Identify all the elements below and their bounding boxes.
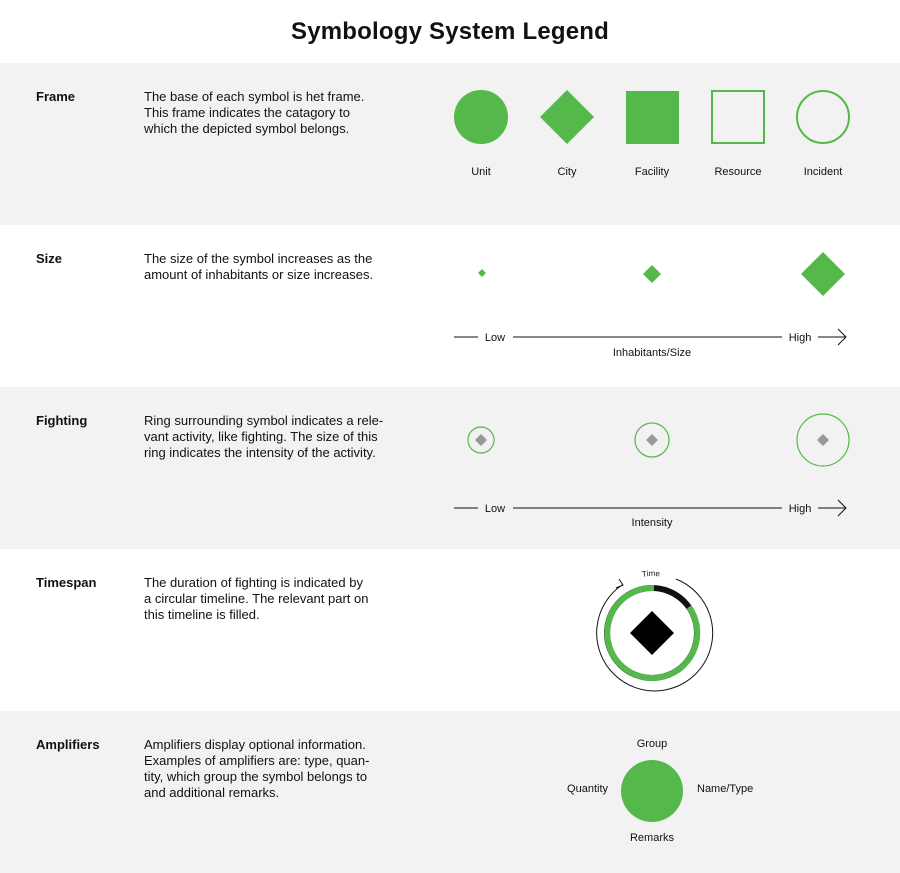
- fighting-row: [0, 387, 900, 549]
- resource-symbol: [712, 91, 764, 143]
- resource-label: Resource: [714, 166, 762, 178]
- unit-symbol: [454, 90, 508, 144]
- large-diamond: [801, 252, 845, 296]
- frame-description: The base of each symbol is het frame. This frame indicates the catagory to which the depicted symbol belongs.: [144, 89, 365, 136]
- size-label: Size: [36, 251, 63, 266]
- frame-row: [0, 63, 900, 225]
- timespan-diagram: [0, 549, 900, 711]
- small-ring-diamond: [475, 434, 487, 446]
- fighting-low-label: Low: [484, 503, 506, 515]
- amplifiers-diagram: [0, 711, 900, 873]
- timespan-row: [0, 549, 900, 711]
- time-arrow-icon: [616, 579, 623, 588]
- medium-diamond: [643, 265, 661, 283]
- city-label: City: [557, 166, 577, 178]
- fighting-high-label: High: [788, 503, 812, 515]
- amplifiers-description: Amplifiers display optional information. Examples of amplifiers are: type, quan- tity, which group the symbol belongs to and additional remarks.: [144, 737, 370, 800]
- amplifiers-row: [0, 711, 900, 873]
- size-scale-title: Inhabitants/Size: [612, 347, 692, 359]
- fighting-scale-title: Intensity: [631, 517, 673, 529]
- small-diamond: [478, 269, 486, 277]
- fighting-label: Fighting: [36, 413, 88, 428]
- quantity-label: Quantity: [567, 783, 608, 795]
- size-diagram: [0, 225, 900, 387]
- facility-label: Facility: [634, 166, 670, 178]
- size-description: The size of the symbol increases as the amount of inhabitants or size increases.: [144, 251, 374, 282]
- fighting-description: Ring surrounding symbol indicates a rele- vant activity, like fighting. The size of this ring indicates the intensity of the activity.: [144, 413, 384, 460]
- incident-label: Incident: [803, 166, 843, 178]
- name-type-label: Name/Type: [697, 783, 754, 795]
- time-label: Time: [641, 568, 661, 579]
- frame-label: Frame: [36, 89, 76, 104]
- size-row: [0, 225, 900, 387]
- medium-ring-diamond: [646, 434, 658, 446]
- timespan-description: The duration of fighting is indicated by a circular timeline. The relevant part on this timeline is filled.: [144, 575, 369, 622]
- size-low-label: Low: [484, 332, 506, 344]
- facility-symbol: [626, 91, 679, 144]
- incident-symbol: [797, 91, 849, 143]
- timespan-label: Timespan: [36, 575, 97, 590]
- unit-label: Unit: [471, 166, 491, 178]
- frame-symbols: [0, 63, 900, 225]
- fighting-diagram: [0, 387, 900, 549]
- city-symbol: [540, 90, 594, 144]
- page-title: Symbology System Legend: [290, 18, 609, 45]
- remarks-label: Remarks: [629, 832, 675, 844]
- group-label: Group: [636, 738, 668, 750]
- amplifiers-label: Amplifiers: [36, 737, 100, 752]
- amplifier-unit-symbol: [621, 760, 683, 822]
- size-high-label: High: [788, 332, 812, 344]
- large-ring-diamond: [817, 434, 829, 446]
